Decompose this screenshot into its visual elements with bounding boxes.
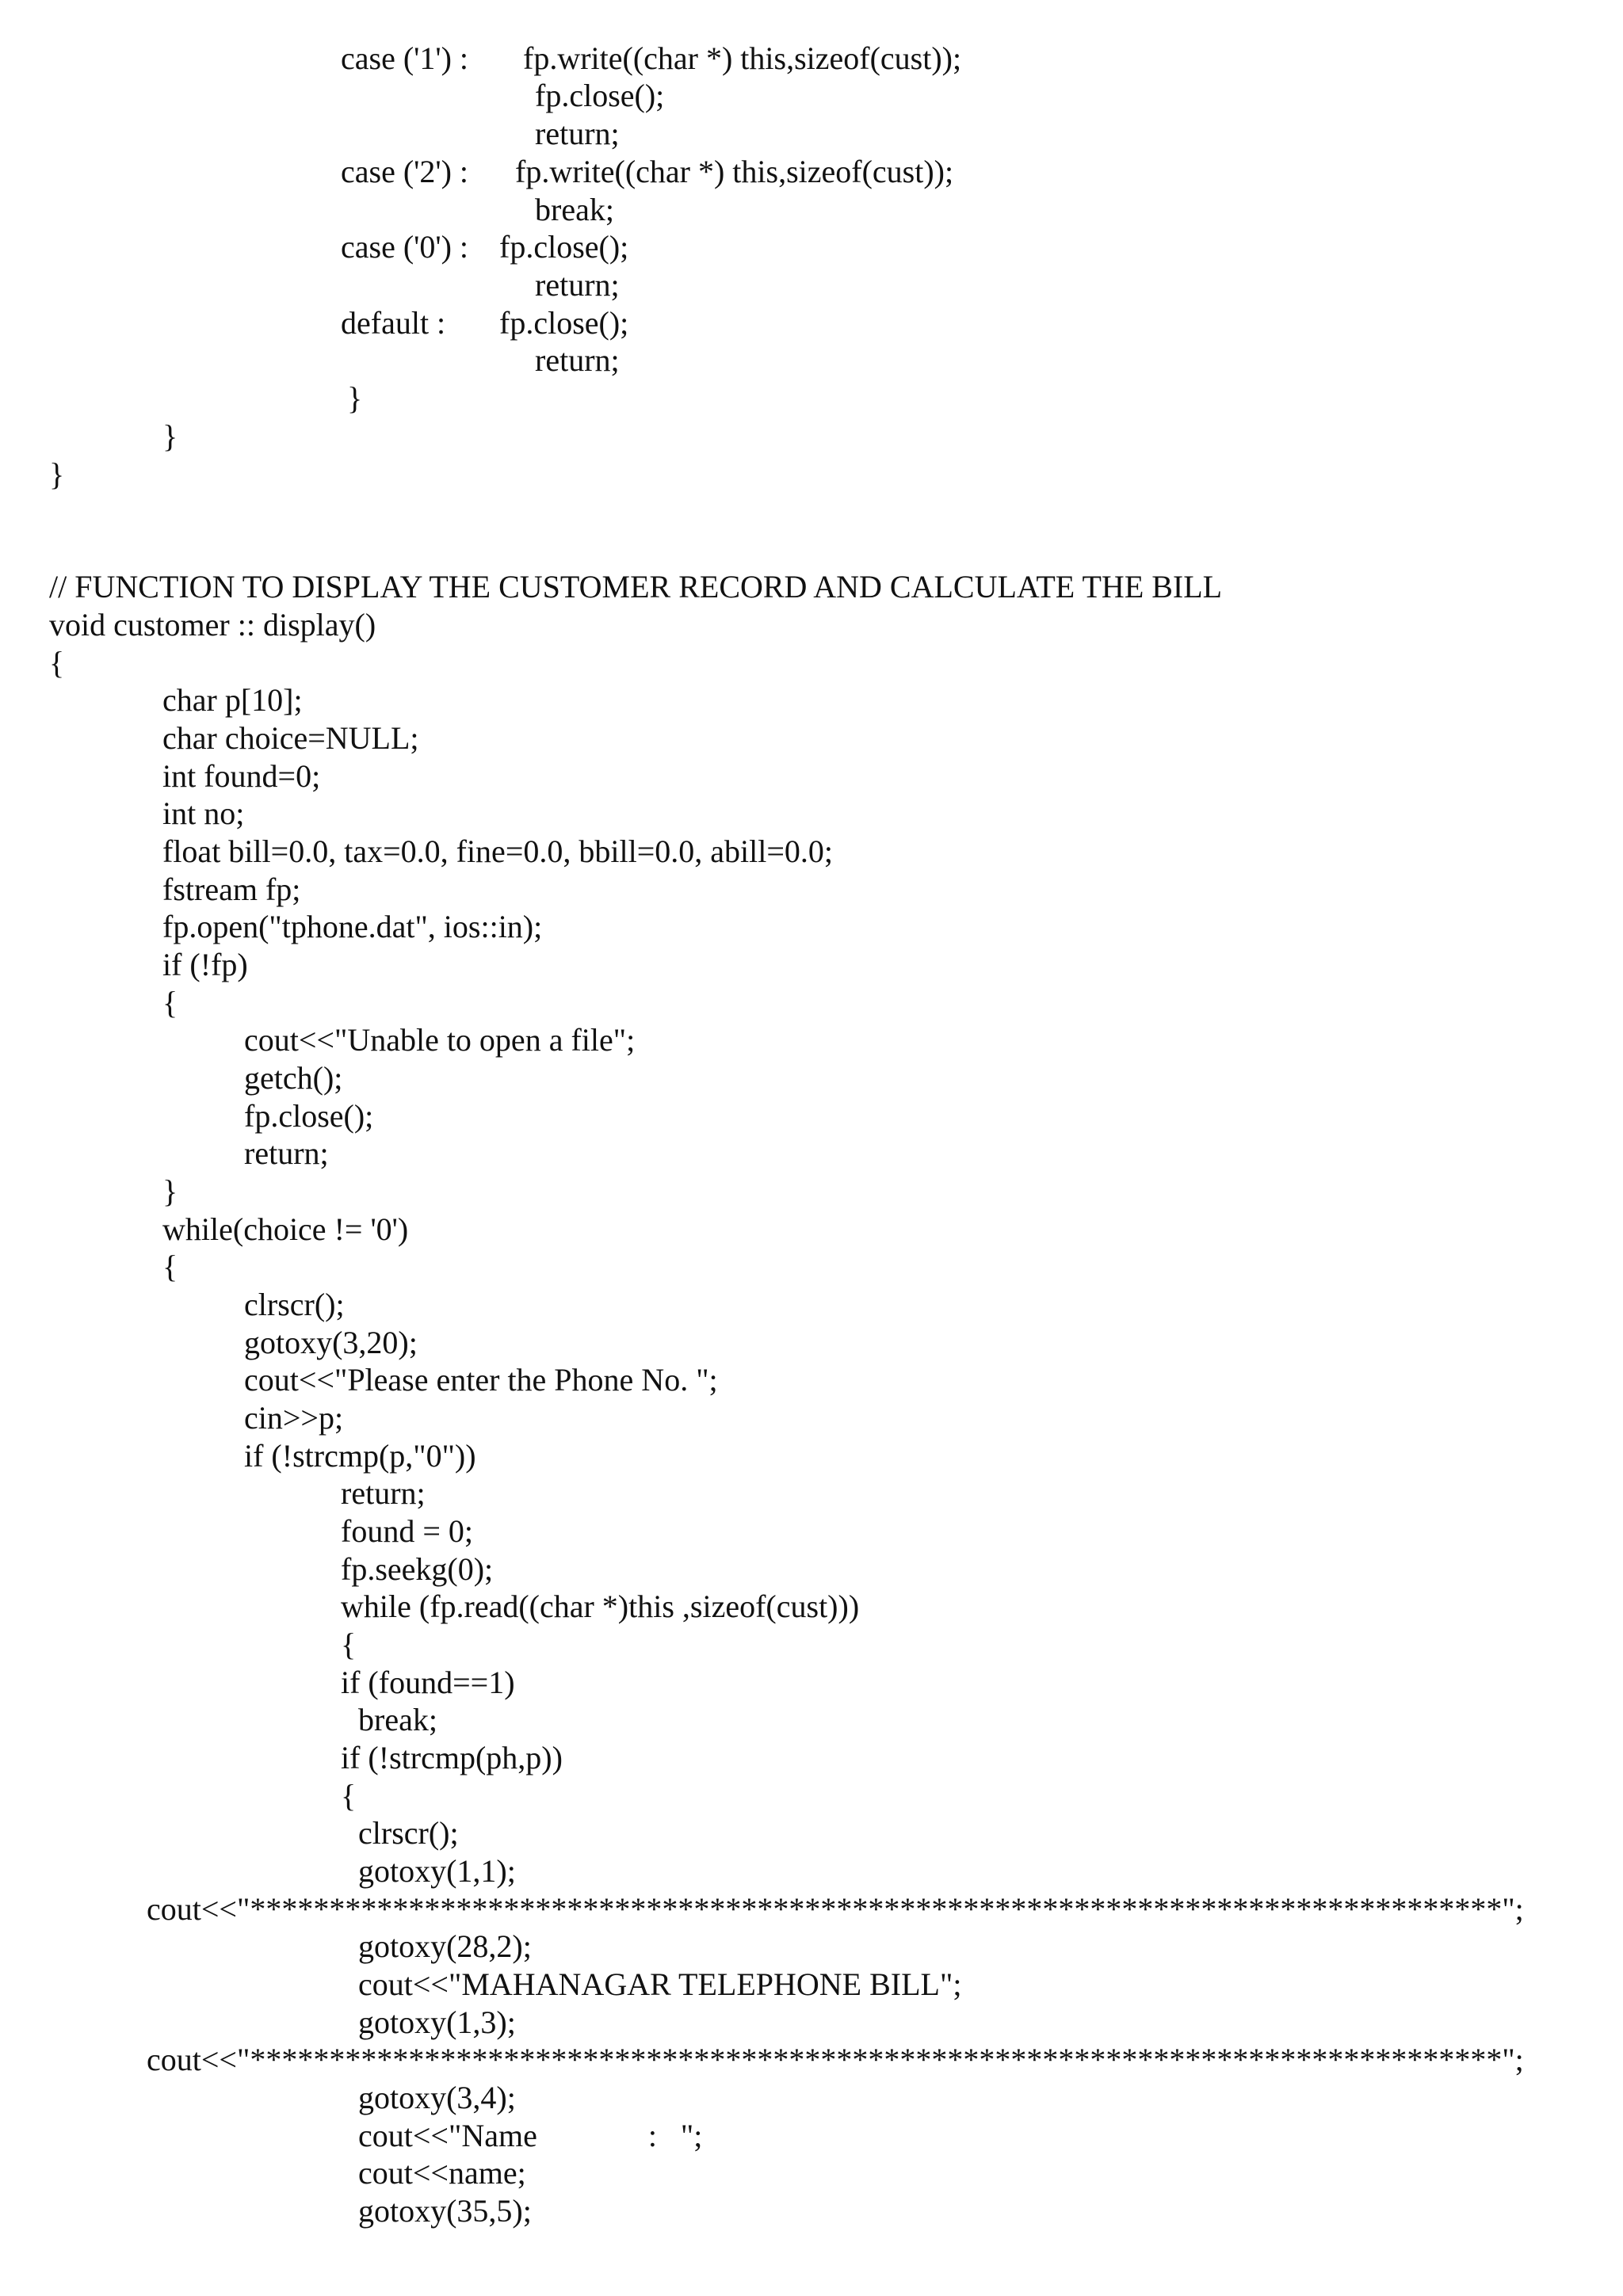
code-line: clrscr(); [244,1287,345,1322]
code-line: while(choice != '0') [162,1211,409,1247]
code-line: { [162,985,178,1020]
code-line: case ('1') : [341,40,468,76]
code-line: fp.close(); [499,229,629,265]
code-line: gotoxy(28,2); [358,1928,532,1964]
code-line: fp.open("tphone.dat", ios::in); [162,909,543,944]
code-line: { [341,1627,357,1662]
code-line: fp.seekg(0); [341,1551,494,1587]
code-line: gotoxy(3,4); [358,2080,516,2115]
code-line: } [347,380,363,416]
code-line: { [341,1778,357,1814]
code-line: cout<<"*******************************************************************************"; [147,2042,1524,2077]
code-line: // FUNCTION TO DISPLAY THE CUSTOMER RECORD AND CALCULATE THE BILL [49,569,1223,605]
code-line: return; [244,1135,329,1171]
code-line: cout<<"Unable to open a file"; [244,1022,636,1058]
code-line: break; [535,192,614,227]
code-line: break; [358,1702,437,1737]
code-line: return; [535,116,620,151]
code-line: fp.close(); [535,78,665,113]
code-line: gotoxy(35,5); [358,2193,532,2229]
code-line: if (found==1) [341,1665,515,1700]
code-line: } [162,418,178,454]
code-line: cout<<"*******************************************************************************"; [147,1891,1524,1927]
code-line: cout<<name; [358,2155,526,2191]
code-line: gotoxy(1,1); [358,1853,516,1889]
code-line: cout<<"Name : "; [358,2118,703,2153]
code-line: fp.write((char *) this,sizeof(cust)); [523,40,962,76]
code-line: int no; [162,795,245,831]
code-line: fp.close(); [244,1098,374,1134]
code-line: fp.close(); [499,305,629,341]
code-line: found = 0; [341,1513,473,1549]
code-line: fstream fp; [162,871,301,907]
code-line: return; [341,1475,426,1511]
code-line: char p[10]; [162,682,303,718]
code-line: default : [341,305,446,341]
code-line: cout<<"MAHANAGAR TELEPHONE BILL"; [358,1966,962,2002]
code-line: { [162,1249,178,1284]
code-line: fp.write((char *) this,sizeof(cust)); [515,154,954,189]
code-line: return; [535,267,620,303]
code-line: void customer :: display() [49,607,376,643]
code-line: cin>>p; [244,1400,344,1436]
code-line: gotoxy(3,20); [244,1325,418,1360]
code-line: { [49,645,65,681]
code-line: case ('0') : [341,229,468,265]
code-line: char choice=NULL; [162,720,419,756]
code-line: } [162,1173,178,1209]
code-line: return; [535,342,620,378]
code-line: gotoxy(1,3); [358,2004,516,2040]
code-line: } [49,456,65,492]
code-line: getch(); [244,1060,343,1096]
code-line: while (fp.read((char *)this ,sizeof(cust))) [341,1589,860,1624]
code-line: if (!fp) [162,947,248,982]
code-line: if (!strcmp(ph,p)) [341,1740,563,1775]
code-line: float bill=0.0, tax=0.0, fine=0.0, bbill=0.0, abill=0.0; [162,833,834,869]
code-line: cout<<"Please enter the Phone No. "; [244,1362,718,1398]
code-line: case ('2') : [341,154,468,189]
code-line: int found=0; [162,758,321,794]
code-line: clrscr(); [358,1815,459,1851]
code-line: if (!strcmp(p,"0")) [244,1438,476,1474]
